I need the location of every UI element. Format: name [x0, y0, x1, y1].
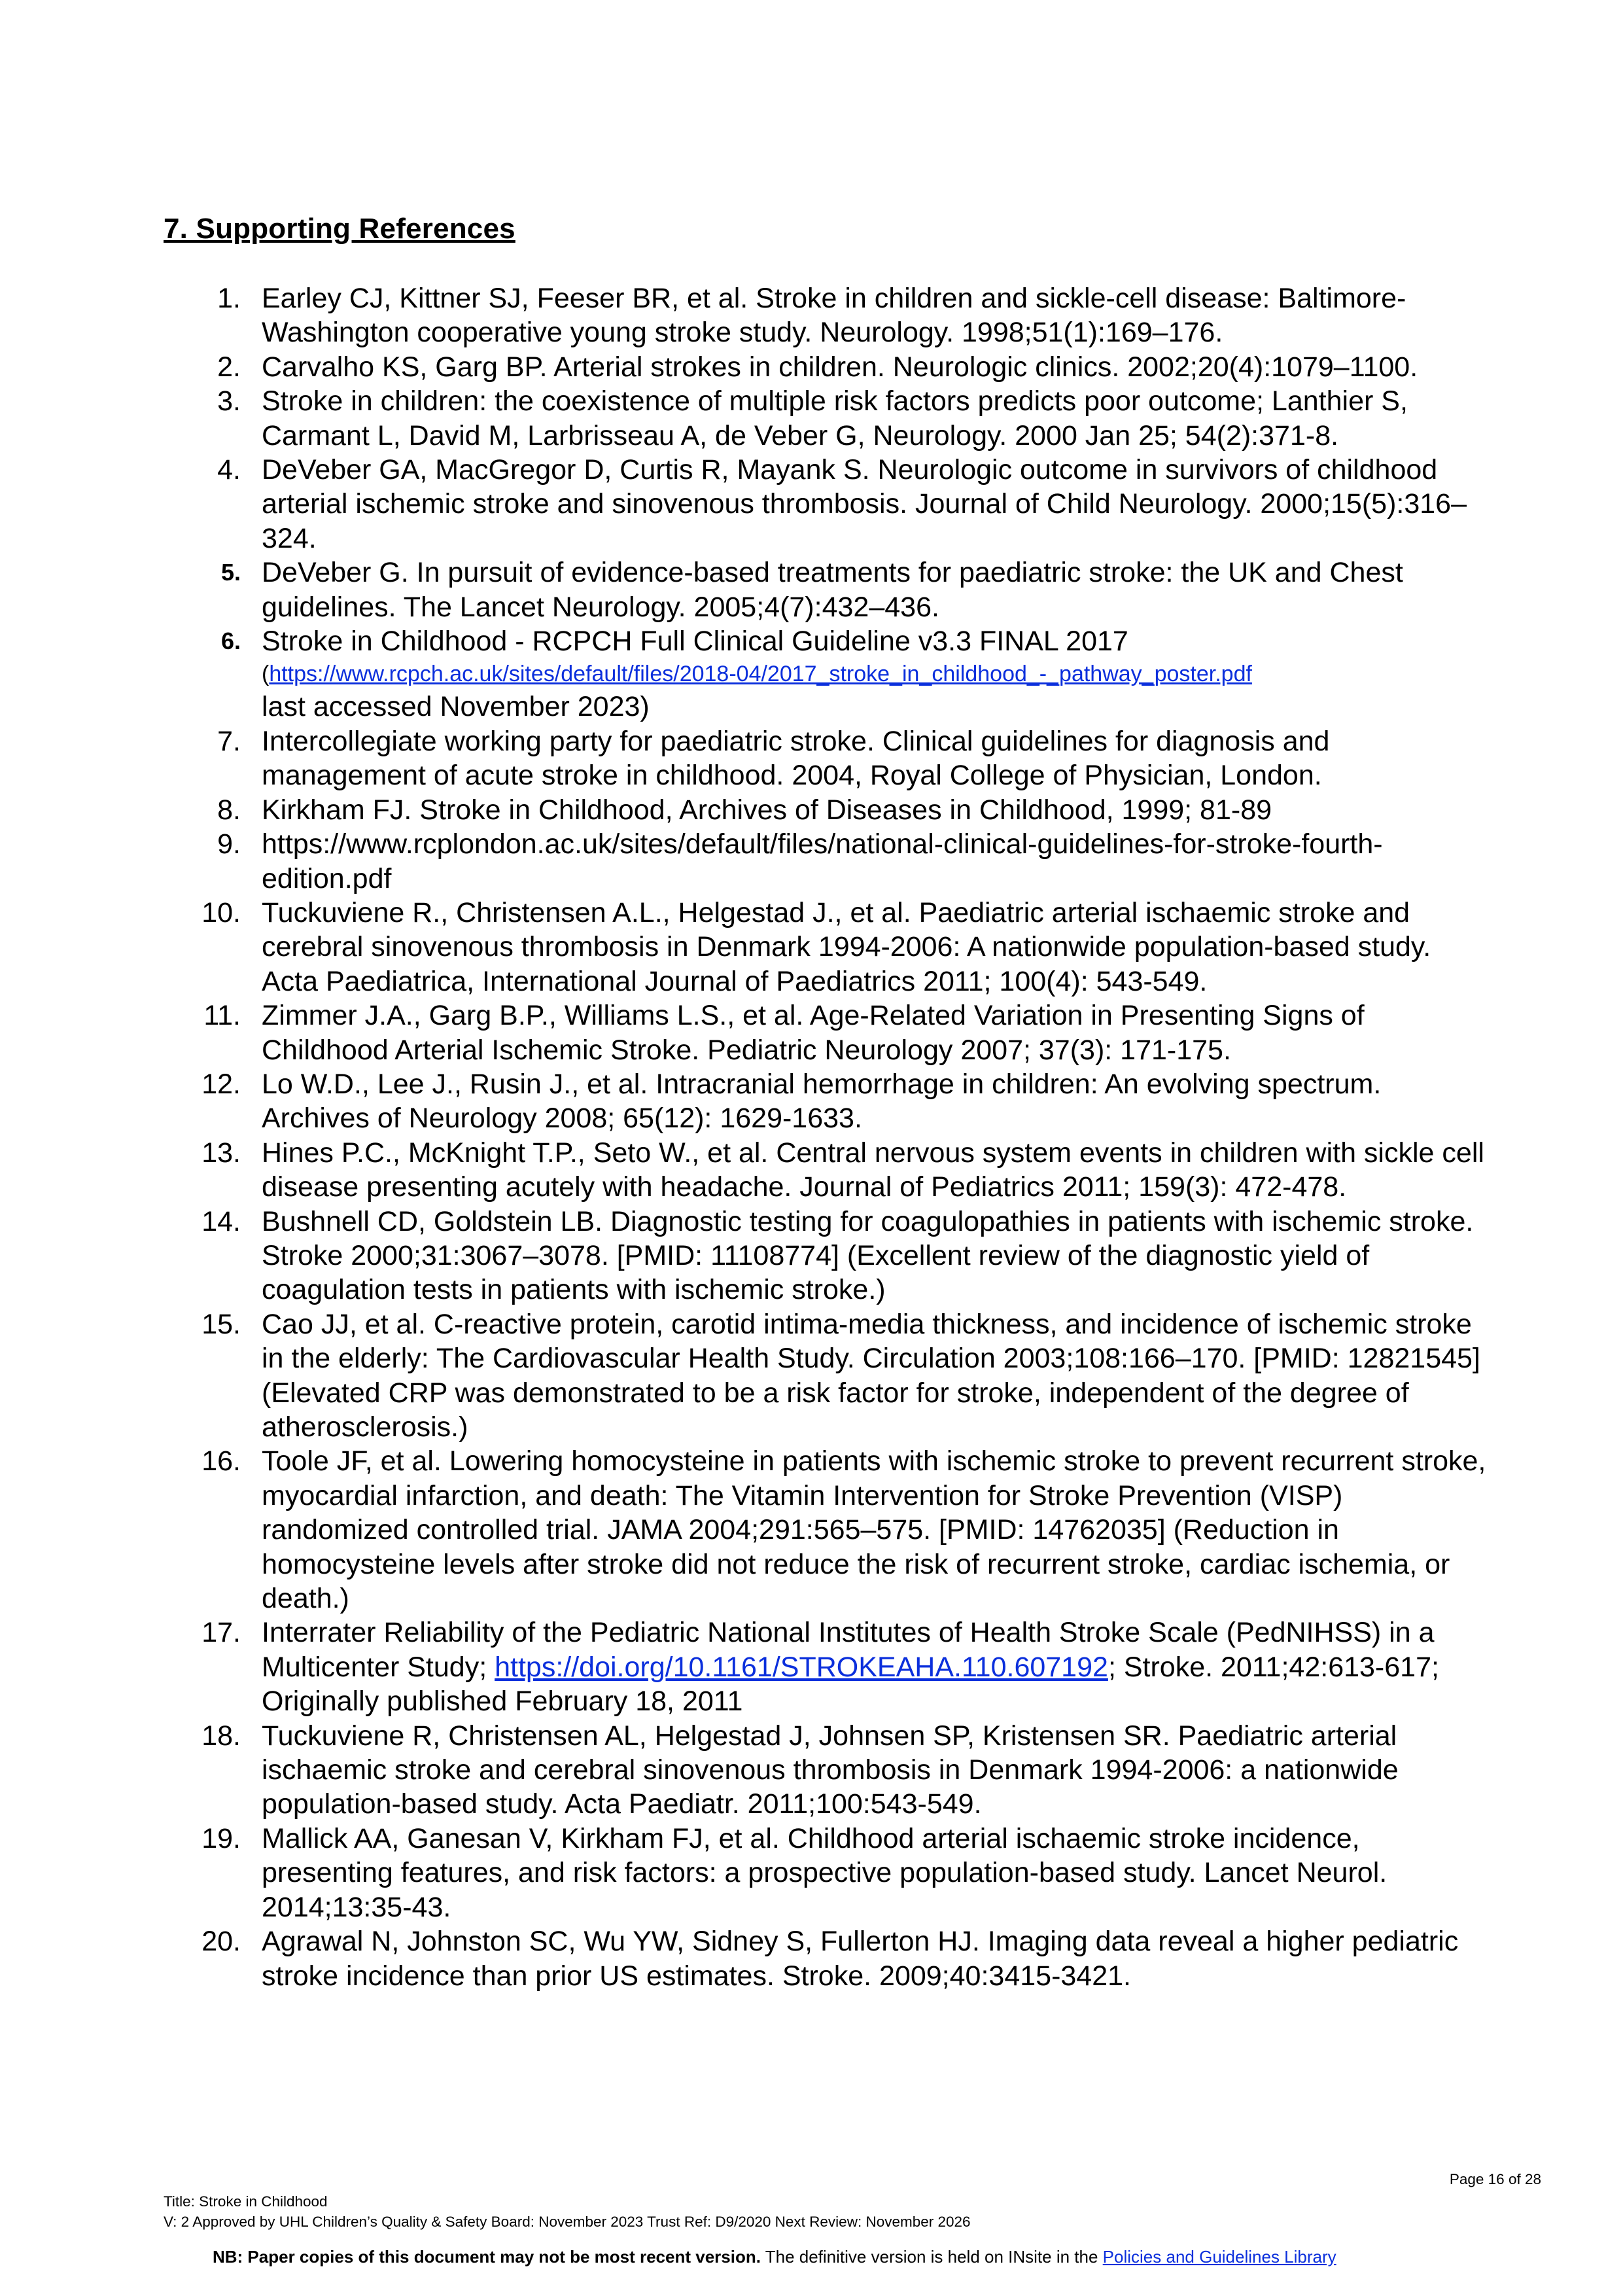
reference-item — [164, 281, 1492, 350]
reference-number: 1. — [217, 283, 241, 314]
reference-number: 3. — [217, 385, 241, 417]
reference-tail: ; Stroke. 2011;42:613-617; Originally published February 18, 2011 — [262, 1651, 1439, 1718]
reference-text: Carvalho KS, Garg BP. Arterial strokes in children. Neurologic clinics. 2002;20(4):1079–1100. — [262, 351, 1418, 383]
reference-text: DeVeber GA, MacGregor D, Curtis R, Mayank S. Neurologic outcome in survivors of childhood arterial ischemic stroke and sinovenous thrombosis. Journal of Child Neurology. 2000;15(5):316–324. — [262, 454, 1467, 554]
reference-number: 17. — [201, 1617, 241, 1649]
footer-title: Title: Stroke in Childhood — [164, 2193, 328, 2210]
reference-item — [164, 793, 1492, 827]
reference-text: Bushnell CD, Goldstein LB. Diagnostic testing for coagulopathies in patients with ischemic stroke. Stroke 2000;31:3067–3078. [PMID: 11108774] (Excellent review of the diagnostic yield of coagulation tests in patients with ischemic stroke.) — [262, 1205, 1474, 1306]
reference-text: Earley CJ, Kittner SJ, Feeser BR, et al. Stroke in children and sickle-cell disease: Baltimore-Washington cooperative young stroke study. Neurology. 1998;51(1):169–176. — [262, 283, 1406, 349]
reference-item — [164, 1136, 1492, 1205]
reference-number: 8. — [217, 794, 241, 826]
reference-text: Cao JJ, et al. C-reactive protein, carotid intima-media thickness, and incidence of ischemic stroke in the elderly: The Cardiovascular Health Study. Circulation 2003;108:166–170. [PMID: 12821545] (Elevated CRP was demonstrated to be a risk factor for stroke, independent of the degree of atherosclerosis.) — [262, 1308, 1480, 1443]
reference-number: 5. — [220, 559, 241, 586]
reference-item — [164, 350, 1492, 384]
reference-number: 2. — [217, 351, 241, 383]
footer-notice — [213, 2247, 1336, 2267]
reference-text: Agrawal N, Johnston SC, Wu YW, Sidney S, Fullerton HJ. Imaging data reveal a higher pediatric stroke incidence than prior US estimates. Stroke. 2009;40:3415-3421. — [262, 1926, 1459, 1992]
rcpch-link-line — [262, 658, 1492, 690]
notice-text: The definitive version is held on INsite in the — [760, 2247, 1103, 2267]
reference-item — [164, 556, 1492, 624]
page-number: Page 16 of 28 — [1449, 2171, 1541, 2187]
reference-item — [164, 896, 1492, 998]
reference-item — [164, 1719, 1492, 1822]
reference-number: 11. — [203, 1000, 241, 1032]
reference-number: 15. — [201, 1308, 241, 1340]
reference-item — [164, 1924, 1492, 1993]
reference-item — [164, 624, 1492, 724]
reference-number: 12. — [201, 1068, 241, 1100]
reference-text: https://www.rcplondon.ac.uk/sites/default/files/national-clinical-guidelines-for-stroke-fourth-edition.pdf — [262, 828, 1383, 894]
reference-text: Kirkham FJ. Stroke in Childhood, Archives of Diseases in Childhood, 1999; 81-89 — [262, 794, 1272, 826]
reference-number: 10. — [201, 896, 241, 928]
link-open-paren: ( — [262, 662, 270, 687]
reference-text: Zimmer J.A., Garg B.P., Williams L.S., et al. Age-Related Variation in Presenting Signs of Childhood Arterial Ischemic Stroke. Pediatric Neurology 2007; 37(3): 171-175. — [262, 1000, 1365, 1066]
reference-item — [164, 1067, 1492, 1136]
reference-list — [164, 281, 1492, 1993]
rcpch-guideline-link[interactable]: https://www.rcpch.ac.uk/sites/default/files/2018-04/2017_stroke_in_childhood_-_pathway_poster.pdf — [269, 662, 1252, 687]
reference-text: Stroke in children: the coexistence of multiple risk factors predicts poor outcome; Lanthier S, Carmant L, David M, Larbrisseau A, de Veber G, Neurology. 2000 Jan 25; 54(2):371-8. — [262, 385, 1408, 451]
reference-text: DeVeber G. In pursuit of evidence-based treatments for paediatric stroke: the UK and Chest guidelines. The Lancet Neurology. 2005;4(7):432–436. — [262, 557, 1403, 623]
doi-link[interactable]: https://doi.org/10.1161/STROKEAHA.110.607192 — [495, 1651, 1108, 1683]
reference-number: 20. — [201, 1926, 241, 1958]
notice-bold: NB: Paper copies of this document may not be most recent version. — [213, 2247, 761, 2267]
reference-text: Stroke in Childhood - RCPCH Full Clinical Guideline v3.3 FINAL 2017 — [262, 626, 1128, 658]
reference-text: Tuckuviene R., Christensen A.L., Helgestad J., et al. Paediatric arterial ischaemic stroke and cerebral sinovenous thrombosis in Denmark 1994-2006: A nationwide population-based study. Acta Paediatrica, International Journal of Paediatrics 2011; 100(4): 543-549. — [262, 896, 1431, 997]
reference-text: Mallick AA, Ganesan V, Kirkham FJ, et al. Childhood arterial ischaemic stroke incidence, presenting features, and risk factors: a prospective population-based study. Lancet Neurol. 2014;13:35-43. — [262, 1822, 1387, 1923]
reference-item — [164, 453, 1492, 556]
reference-text: Lo W.D., Lee J., Rusin J., et al. Intracranial hemorrhage in children: An evolving spectrum. Archives of Neurology 2008; 65(12): 1629-1633. — [262, 1068, 1382, 1135]
reference-number: 4. — [217, 454, 241, 486]
reference-text: Tuckuviene R, Christensen AL, Helgestad J, Johnsen SP, Kristensen SR. Paediatric arterial ischaemic stroke and cerebral sinovenous thrombosis in Denmark 1994-2006: a nationwide population-based study. Acta Paediatr. 2011;100:543-549. — [262, 1720, 1399, 1820]
reference-number: 19. — [201, 1822, 241, 1854]
reference-text: Toole JF, et al. Lowering homocysteine in patients with ischemic stroke to prevent recurrent stroke, myocardial infarction, and death: The Vitamin Intervention for Stroke Prevention (VISP) randomized controlled trial. JAMA 2004;291:565–575. [PMID: 14762035] (Reduction in homocysteine levels after stroke did not reduce the risk of recurrent stroke, cardiac ischemia, or death.) — [262, 1445, 1486, 1615]
reference-item — [164, 1205, 1492, 1307]
reference-item — [164, 998, 1492, 1067]
reference-item — [164, 384, 1492, 453]
policies-library-link[interactable]: Policies and Guidelines Library — [1102, 2247, 1336, 2267]
reference-number: 13. — [201, 1137, 241, 1169]
reference-item — [164, 724, 1492, 793]
reference-item — [164, 827, 1492, 896]
reference-number: 9. — [217, 828, 241, 860]
reference-item — [164, 1307, 1492, 1445]
reference-text: Hines P.C., McKnight T.P., Seto W., et al. Central nervous system events in children with sickle cell disease presenting acutely with headache. Journal of Pediatrics 2011; 159(3): 472-478. — [262, 1137, 1484, 1203]
reference-number: 14. — [201, 1205, 241, 1237]
reference-number: 6. — [220, 627, 241, 655]
reference-number: 7. — [217, 725, 241, 757]
reference-text: Interrater Reliability of the Pediatric National Institutes of Health Stroke Scale (PedNIHSS) in a Multicenter Study; — [262, 1617, 1435, 1683]
reference-text: Intercollegiate working party for paediatric stroke. Clinical guidelines for diagnosis and management of acute stroke in childhood. 2004, Royal College of Physician, London. — [262, 725, 1330, 792]
reference-item — [164, 1822, 1492, 1924]
reference-tail: last accessed November 2023) — [262, 691, 650, 723]
footer-version: V: 2 Approved by UHL Children’s Quality & Safety Board: November 2023 Trust Ref: D9/2020 Next Review: November 2026 — [164, 2214, 971, 2230]
section-heading: 7. Supporting References — [164, 213, 515, 245]
reference-item — [164, 1616, 1492, 1718]
reference-item — [164, 1444, 1492, 1616]
reference-number: 18. — [201, 1720, 241, 1752]
reference-number: 16. — [201, 1445, 241, 1477]
